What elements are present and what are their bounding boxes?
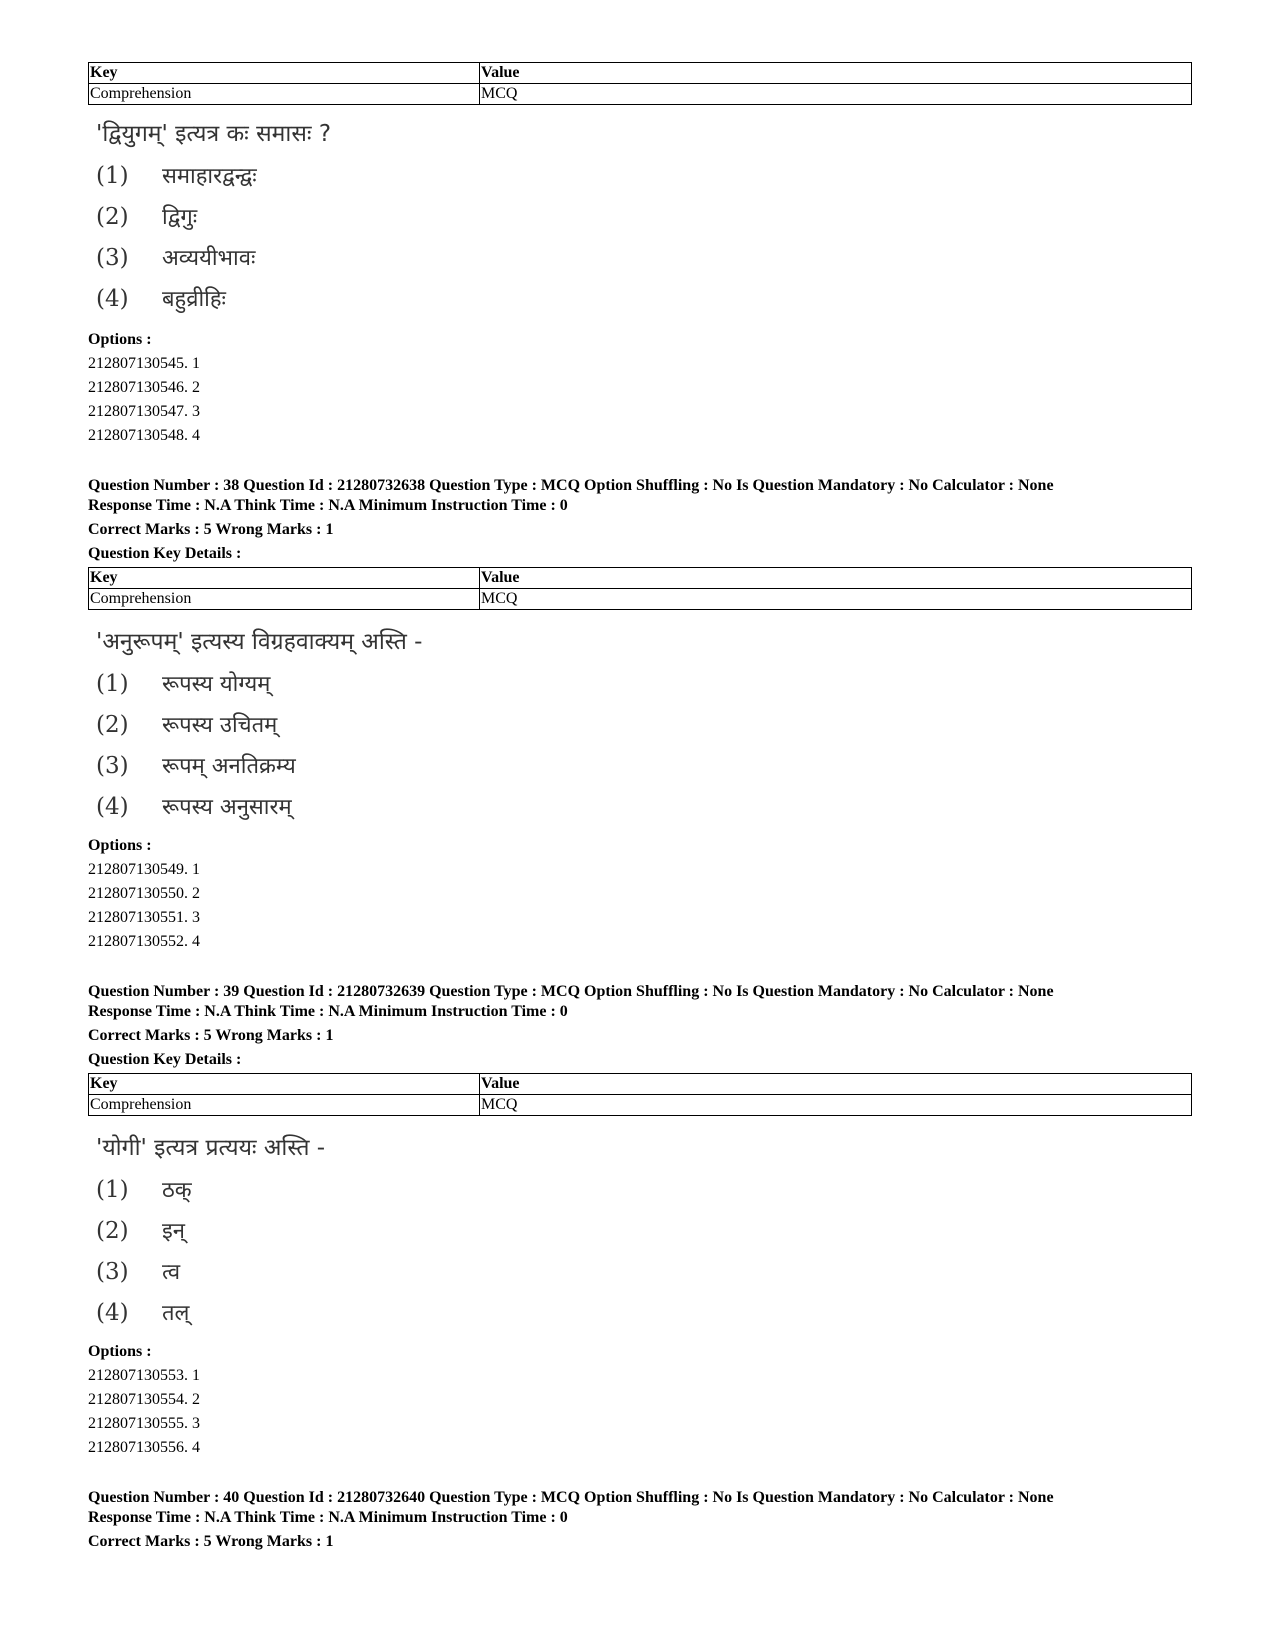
choice-text: ठक्: [162, 1178, 192, 1203]
question-marks: Correct Marks : 5 Wrong Marks : 1: [88, 1027, 334, 1044]
choice-row: [96, 705, 422, 746]
options-label: Options :: [88, 837, 152, 854]
key-details-label: Question Key Details :: [88, 545, 242, 562]
key-cell: Comprehension: [89, 589, 480, 610]
question-header: [88, 982, 1054, 1070]
question-key-table: [88, 567, 1192, 610]
choice-row: [96, 197, 331, 238]
table-header-row: [89, 568, 1192, 589]
option-id: 212807130545. 1: [88, 355, 200, 372]
choice-number: (2): [96, 712, 129, 738]
question-marks: Correct Marks : 5 Wrong Marks : 1: [88, 521, 334, 538]
question-meta-line: Question Number : 38 Question Id : 21280732638 Question Type : MCQ Option Shuffling : No Is Question Mandatory : No Calculator : None: [88, 477, 1054, 494]
options-list: [88, 328, 200, 448]
question-timing-line: Response Time : N.A Think Time : N.A Minimum Instruction Time : 0: [88, 1509, 568, 1526]
table-row: [89, 84, 1192, 105]
options-list: [88, 834, 200, 954]
value-header: Value: [480, 1074, 1192, 1095]
value-cell: MCQ: [480, 84, 1192, 105]
choice-row: [96, 746, 422, 787]
choice-number: (4): [96, 1300, 129, 1326]
key-cell: Comprehension: [89, 1095, 480, 1116]
choice-row: [96, 238, 331, 279]
option-id: 212807130549. 1: [88, 861, 200, 878]
question-body: [96, 624, 422, 828]
choice-row: [96, 156, 331, 197]
question-key-table: [88, 1073, 1192, 1116]
choice-text: इन्: [162, 1219, 186, 1244]
value-header: Value: [480, 63, 1192, 84]
question-timing-line: Response Time : N.A Think Time : N.A Minimum Instruction Time : 0: [88, 1003, 568, 1020]
option-id: 212807130554. 2: [88, 1391, 200, 1408]
choice-text: रूपस्य योग्यम्: [162, 672, 271, 697]
question-marks: Correct Marks : 5 Wrong Marks : 1: [88, 1533, 334, 1550]
question-header: [88, 476, 1054, 564]
option-id: 212807130547. 3: [88, 403, 200, 420]
choice-number: (3): [96, 753, 129, 779]
key-header: Key: [89, 63, 480, 84]
choice-number: (1): [96, 1177, 129, 1203]
choice-row: [96, 1293, 325, 1334]
option-id: 212807130546. 2: [88, 379, 200, 396]
option-id: 212807130552. 4: [88, 933, 200, 950]
question-body: [96, 1130, 325, 1334]
choice-number: (2): [96, 204, 129, 230]
choice-text: अव्ययीभावः: [162, 246, 256, 271]
choice-number: (3): [96, 245, 129, 271]
choice-row: [96, 664, 422, 705]
choice-text: रूपस्य अनुसारम्: [162, 795, 292, 820]
option-id: 212807130556. 4: [88, 1439, 200, 1456]
table-header-row: [89, 63, 1192, 84]
option-id: 212807130550. 2: [88, 885, 200, 902]
question-body: [96, 116, 331, 320]
choice-text: रूपस्य उचितम्: [162, 713, 278, 738]
choice-text: तल्: [162, 1301, 190, 1326]
question-prompt: 'द्वियुगम्' इत्यत्र कः समासः ?: [96, 121, 332, 147]
choice-row: [96, 279, 331, 320]
question-key-table: [88, 62, 1192, 105]
value-cell: MCQ: [480, 589, 1192, 610]
option-id: 212807130553. 1: [88, 1367, 200, 1384]
choice-number: (4): [96, 794, 129, 820]
question-timing-line: Response Time : N.A Think Time : N.A Minimum Instruction Time : 0: [88, 497, 568, 514]
option-id: 212807130551. 3: [88, 909, 200, 926]
value-header: Value: [480, 568, 1192, 589]
question-prompt: 'योगी' इत्यत्र प्रत्ययः अस्ति -: [96, 1135, 326, 1161]
options-list: [88, 1340, 200, 1460]
key-details-label: Question Key Details :: [88, 1051, 242, 1068]
choice-number: (3): [96, 1259, 129, 1285]
choice-text: समाहारद्वन्द्वः: [162, 164, 257, 189]
option-id: 212807130548. 4: [88, 427, 200, 444]
question-meta-line: Question Number : 39 Question Id : 21280732639 Question Type : MCQ Option Shuffling : No Is Question Mandatory : No Calculator : None: [88, 983, 1054, 1000]
table-header-row: [89, 1074, 1192, 1095]
choice-text: द्विगुः: [162, 205, 198, 230]
table-row: [89, 1095, 1192, 1116]
value-cell: MCQ: [480, 1095, 1192, 1116]
choice-text: बहुव्रीहिः: [162, 287, 226, 312]
table-row: [89, 589, 1192, 610]
options-label: Options :: [88, 331, 152, 348]
choice-number: (1): [96, 163, 129, 189]
key-header: Key: [89, 568, 480, 589]
choice-text: रूपम् अनतिक्रम्य: [162, 754, 296, 779]
choice-row: [96, 1211, 325, 1252]
choice-number: (1): [96, 671, 129, 697]
options-label: Options :: [88, 1343, 152, 1360]
choice-row: [96, 1170, 325, 1211]
question-prompt: 'अनुरूपम्' इत्यस्य विग्रहवाक्यम् अस्ति -: [96, 629, 423, 655]
option-id: 212807130555. 3: [88, 1415, 200, 1432]
key-cell: Comprehension: [89, 84, 480, 105]
choice-number: (2): [96, 1218, 129, 1244]
choice-text: त्व: [162, 1260, 181, 1285]
choice-row: [96, 787, 422, 828]
key-header: Key: [89, 1074, 480, 1095]
choice-row: [96, 1252, 325, 1293]
choice-number: (4): [96, 286, 129, 312]
question-meta-line: Question Number : 40 Question Id : 21280732640 Question Type : MCQ Option Shuffling : No Is Question Mandatory : No Calculator : None: [88, 1489, 1054, 1506]
question-header: [88, 1488, 1054, 1552]
